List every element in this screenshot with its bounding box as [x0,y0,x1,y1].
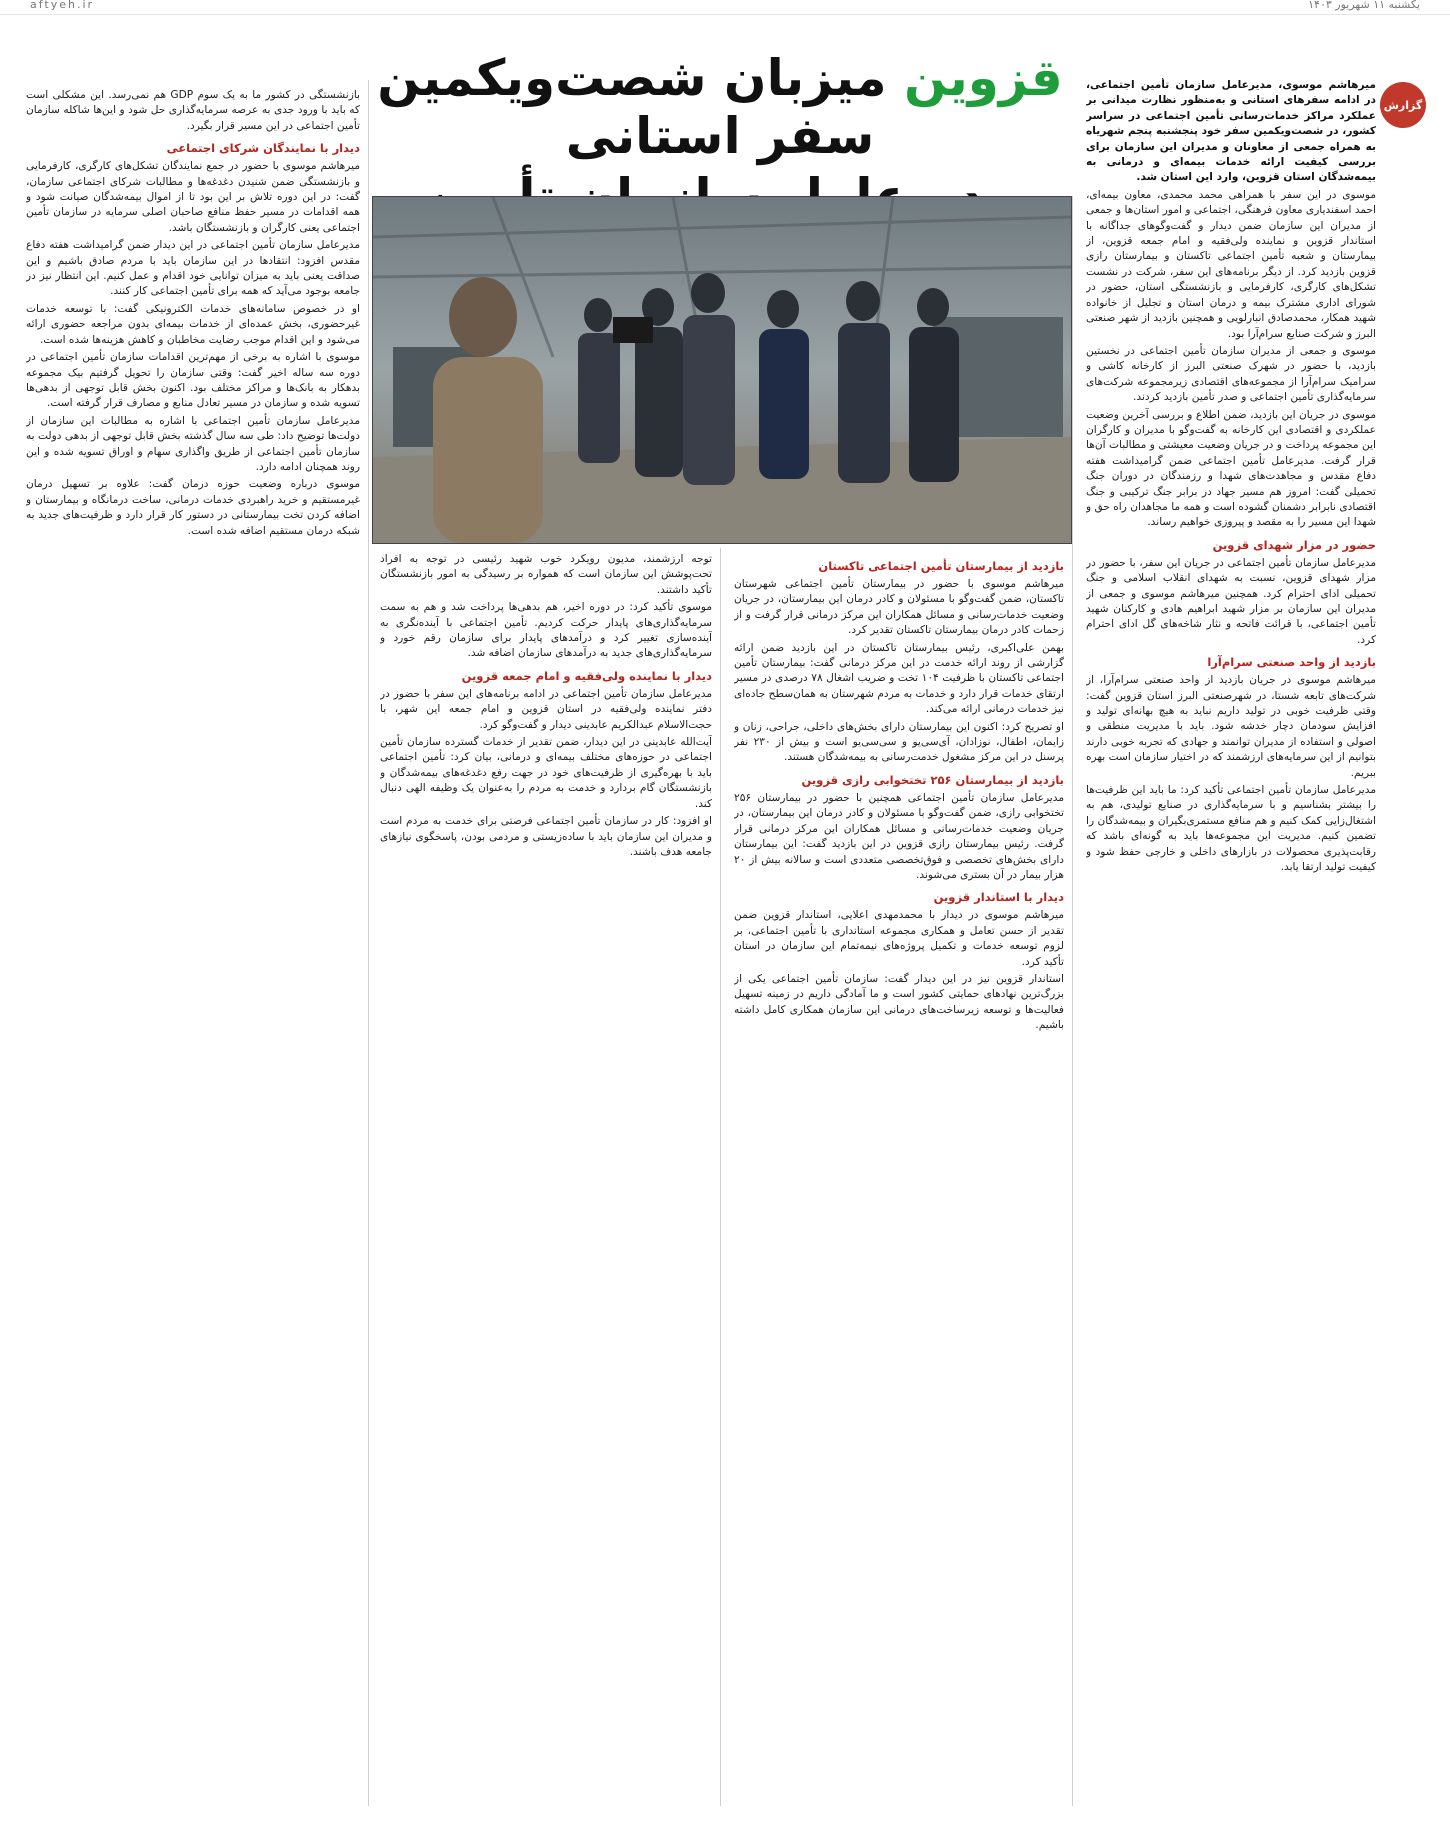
paragraph: موسوی در جریان این بازدید، ضمن اطلاع و بررسی آخرین وضعیت عملکردی و اقتصادی این کارخانه به گفت‌وگو با مدیران و کارگران این مجموعه پرداخت و در جریان وضعیت معیشتی و مطالبات آن‌ها قرار گرفت. مدیرعامل تأمین اجتماعی ضمن گرامیداشت هفته دفاع مقدس و مجاهدت‌های شهدا و رزمندگان در دوران جنگ تحمیلی گفت: امروز هم مسیر جهاد در برابر جنگ ترکیبی و جنگ اقتصادی نابرابر دشمنان گشوده است و همه ما مجاهدان راه حق و شهدا این مسیر را به مقصد و پیروزی خواهیم رساند. [1086,408,1376,529]
column-divider [1072,196,1073,1806]
paragraph: استاندار قزوین نیز در این دیدار گفت: سازمان تأمین اجتماعی یکی از بزرگ‌ترین نهادهای حمایتی کشور است و ما آمادگی داریم در زمینه تسهیل فعالیت‌ها و توسعه زیرساخت‌های درمانی این سازمان همکاری کامل داشته باشیم. [734,972,1064,1032]
paragraph: توجه ارزشمند، مدیون رویکرد خوب شهید رئیسی در توجه به افراد تحت‌پوشش این سازمان است که همواره بر رسیدگی به امور بازنشستگان تأکید داشتند. [380,553,712,596]
headline-line-1-rest: میزبان شصت‌ویکمین سفر استانی [377,49,887,165]
site-name: aftyeh.ir [30,0,95,11]
paragraph: او افزود: کار در سازمان تأمین اجتماعی فرصتی برای خدمت به مردم است و مدیران این سازمان باید با ساده‌زیستی و مردمی بودن، پاسخگوی نیازهای جامعه هدف باشند. [380,815,712,858]
news-photo [372,196,1072,544]
paragraph: بهمن علی‌اکبری، رئیس بیمارستان تاکستان در این بازدید ضمن ارائه گزارشی از روند ارائه خدمت در این مرکز درمانی گفت: بیمارستان تأمین اجتماعی تاکستان با ظرفیت ۱۰۴ تخت و ضریب اشغال ۷۸ درصدی در مسیر ارتقای خدمات قرار دارد و خدمات به مردم شهرستان به همان‌سطح جاده‌ای نیز خدمات درمانی ارائه می‌کند. [734,641,1064,716]
page-header-strip [0,0,1450,15]
paragraph: موسوی در این سفر با همراهی محمد محمدی، معاون بیمه‌ای، احمد اسفندیاری معاون فرهنگی، اجتماعی و امور استان‌ها و جمعی از مدیران این سازمان ضمن دیدار و گفت‌وگوهای جداگانه با استاندار قزوین و نماینده ولی‌فقیه و امام جمعه قزوین، از بیمارستان و شعبه تأمین اجتماعی تاکستان و بیمارستان رازی قزوین بازدید کرد. از دیگر برنامه‌های این سفر، شرکت در نشست تشکل‌های کارگری، کارفرمایی و بازنشستگی استان، حضور در شورای اداری مشترک بیمه و درمان استان و تجلیل از خانواده شهید همکار، محمدصادق انبارلویی و همچنین بازدید از شهر صنعتی البرز و شرکت صنایع سرام‌آرا بود. [1086,188,1376,340]
section-heading: بازدید از واحد صنعتی سرام‌آرا [1207,655,1376,670]
paragraph: آیت‌الله عابدینی در این دیدار، ضمن تقدیر از خدمات گسترده سازمان تأمین اجتماعی در حوزه‌های مختلف بیمه‌ای و درمانی، بیان کرد: تأمین اجتماعی باید با بهره‌گیری از ظرفیت‌های خود در جهت رفع دغدغه‌های بیمه‌شدگان و بازنشستگان گام بردارد و خدمت به مردم را به‌عنوان یک وظیفه الهی دنبال کند. [380,736,712,810]
section-heading: دیدار با نماینده ولی‌فقیه و امام جمعه قزوین [461,668,712,683]
headline-accent: قزوین [904,49,1063,107]
paragraph: موسوی و جمعی از مدیران سازمان تأمین اجتماعی در نخستین بازدید، با حضور در شهرک صنعتی البرز از کارخانه کاشی و سرامیک سرام‌آرا از مجموعه‌های اقتصادی زیرمجموعه شرکت‌های سرمایه‌گذاری تأمین اجتماعی و صدر تأمین بازدید کردند. [1086,344,1376,404]
column-divider [720,548,721,1806]
paragraph: میرهاشم موسوی در دیدار با محمدمهدی اعلایی، استاندار قزوین ضمن تقدیر از حسن تعامل و همکاری مجموعه استانداری با تأمین اجتماعی، بر لزوم توسعه خدمات و تکمیل پروژه‌های نیمه‌تمام این سازمان در استان تأکید کرد. [734,909,1064,968]
section-heading: دیدار با نمایندگان شرکای اجتماعی [166,141,360,156]
paragraph: میرهاشم موسوی در جریان بازدید از واحد صنعتی سرام‌آرا، از شرکت‌های تابعه شستا، در شهرصنعتی البرز استان قزوین گفت: وقتی ظرفیت خوبی در تولید داریم نباید به هیچ بهانه‌ای تولید و افزایش سودمان دچار خدشه شود. باید با مدیریت منطقی و اصولی و استفاده از مدیران توانمند و جهادی که تجربه خوبی دارند بتوانیم از این سرمایه‌های ارزشمند که در اختیار سازمان است بهره ببریم. [1086,674,1376,779]
paragraph: مدیرعامل سازمان تأمین اجتماعی در جریان این سفر، با حضور در مزار شهدای قزوین، نسبت به شهدای انقلاب اسلامی و جنگ تحمیلی ادای احترام کرد. همچنین میرهاشم موسوی و جمعی از مدیران این سازمان بر مزار شهید ابراهیم هادی و کارکنان شهید تأمین اجتماعی، با قرائت فاتحه و نثار شاخه‌های گل ادای احترام کرد. [1086,556,1376,646]
paragraph: موسوی تأکید کرد: در دوره اخیر، هم بدهی‌ها پرداخت شد و هم به سمت سرمایه‌گذاری‌های پایدار حرکت کردیم. تأمین اجتماعی با آینده‌نگری به آینده‌سازی تغییر کرد و درآمدهای پایدار برای سازمان رقم خورد و سرمایه‌گذاری‌های جدید به درآمدهای سازمان اضافه شد. [380,601,712,660]
article-lead: میرهاشم موسوی، مدیرعامل سازمان تأمین اجتماعی، در ادامه سفرهای استانی و به‌منظور نظارت میدانی بر عملکرد مراکز خدمات‌رسانی تأمین اجتماعی در سراسر کشور، در شصت‌ویکمین سفر خود پنجشنبه پنجم شهریاه به همراه جمعی از معاونان و مدیران این سازمان برای بررسی کیفیت ارائه خدمات بیمه‌ای و درمانی به بیمه‌شدگان استان قزوین، وارد این استان شد. [1086,79,1376,184]
paragraph: مدیرعامل سازمان تأمین اجتماعی تأکید کرد: ما باید این ظرفیت‌ها را بیشتر بشناسیم و با سرمایه‌گذاری در صنایع تولیدی، هم به اشتغال‌زایی کمک کنیم و هم منافع مستمری‌بگیران و بیمه‌شدگان را تضمین کنیم. مدیریت این مجموعه‌ها باید به گونه‌ای باشد که رقابت‌پذیری محصولات در بازارهای داخلی و خارجی حفظ شود و کیفیت تولید ارتقا یابد. [1086,784,1376,874]
paragraph: مدیرعامل سازمان تأمین اجتماعی با اشاره به مطالبات این سازمان از دولت‌ها توضیح داد: طی سه سال گذشته بخش قابل توجهی از بدهی دولت به سازمان تأمین اجتماعی از طریق واگذاری سهام و اوراق تسویه شده و این روند همچنان ادامه دارد. [26,414,360,473]
article-column-4 [26,88,360,1808]
paragraph: بازنشستگی در کشور ما به یک سوم GDP هم نمی‌رسد. این مشکلی است که باید با ورود جدی به عرصه سرمایه‌گذاری حل شود و این‌ها شاکله سازمان تأمین اجتماعی در این مسیر قرار بگیرد. [26,89,360,132]
paragraph: مدیرعامل سازمان تأمین اجتماعی در این دیدار ضمن گرامیداشت هفته دفاع مقدس افزود: انتقادها در این سازمان باید با مردم صادق باشیم و این صداقت یعنی باید به میزان توانایی خود اقدام و عمل کنیم. این انتظار نیز در جامعه بوجود می‌آید که همه برای تأمین اجتماعی کار کنند. [26,239,360,298]
news-photo-icon [373,197,1071,543]
paragraph: مدیرعامل سازمان تأمین اجتماعی همچنین با حضور در بیمارستان ۲۵۶ تختخوابی رازی، ضمن گفت‌وگو با مسئولان و کادر درمان این بیمارستان، در جریان وضعیت خدمات‌رسانی و مسائل همکاران این مرکز درمانی قرار گرفت. رئیس بیمارستان رازی قزوین در این بازدید گفت: این بیمارستان دارای بخش‌های تخصصی و فوق‌تخصصی متعددی است و سالانه بیش از ۲۰ هزار بیمار در آن بستری می‌شوند. [734,791,1064,881]
paragraph: مدیرعامل سازمان تأمین اجتماعی در ادامه برنامه‌های این سفر با حضور در دفتر نماینده ولی‌فقیه در استان قزوین و امام جمعه این شهر، با حجت‌الاسلام عبدالکریم عابدینی دیدار و گفت‌وگو کرد. [380,687,712,731]
article-column-2 [734,552,1064,1808]
section-heading: بازدید از بیمارستان تأمین اجتماعی تاکستان [818,559,1064,573]
report-badge: گزارش [1380,82,1426,128]
article-column-1 [1086,78,1376,1808]
column-divider [368,80,369,1806]
article-column-3 [380,552,712,1808]
paragraph: او در خصوص سامانه‌های خدمات الکترونیکی گفت: با توسعه خدمات غیرحضوری، بخش عمده‌ای از خدمات بیمه‌ای بدون مراجعه حضوری ارائه می‌شود و این اقدام موجب رضایت مخاطبان و کاهش هزینه‌ها شده است. [26,302,360,346]
paragraph: میرهاشم موسوی با حضور در جمع نمایندگان تشکل‌های کارگری، کارفرمایی و بازنشستگی ضمن شنیدن دغدغه‌ها و مطالبات شرکای اجتماعی سازمان، گفت: در این دوره تلاش بر این بود تا از اموال بیمه‌شدگان صیانت شود و همه اقدامات در مسیر حفظ منافع صاحبان اصلی سرمایه در سازمان تأمین اجتماعی یعنی کارگران و بازنشستگان باشد. [26,160,360,234]
paragraph: موسوی درباره وضعیت حوزه درمان گفت: علاوه بر تسهیل درمان غیرمستقیم و خرید راهبردی خدمات درمانی، ساخت درمانگاه و بیمارستان و اضافه کردن تخت بیمارستانی در دستور کار قرار دارد و ظرفیت‌های جدید به شبکه درمان مستقیم اضافه شده است. [26,478,360,537]
section-heading: دیدار با استاندار قزوین [933,890,1064,905]
paragraph: او تصریح کرد: اکنون این بیمارستان دارای بخش‌های داخلی، جراحی، زنان و زایمان، اطفال، نوزادان، آی‌سی‌یو و سی‌سی‌یو است و بیش از ۲۳۰ نفر پرسنل در این مرکز مشغول خدمت‌رسانی به بیمه‌شدگان هستند. [734,720,1064,764]
section-heading: بازدید از بیمارستان ۲۵۶ تختخوابی رازی قزوین [801,772,1064,787]
paragraph: میرهاشم موسوی با حضور در بیمارستان تأمین اجتماعی شهرستان تاکستان، ضمن گفت‌وگو با مسئولان و کادر درمان این بیمارستان، در جریان وضعیت خدمات‌رسانی و مسائل همکاران این مرکز درمانی قرار گرفت و از زحمات کادر درمان بیمارستان تاکستان تقدیر کرد. [734,578,1064,637]
issue-date: یکشنبه ۱۱ شهریور ۱۴۰۳ [1308,0,1420,11]
paragraph: موسوی با اشاره به برخی از مهم‌ترین اقدامات سازمان تأمین اجتماعی در دوره سه ساله اخیر گفت: وقتی سازمان را تحویل گرفتیم بیک مجموعه بدهکار به بانک‌ها و مراکز مختلف بود. اکنون بخش قابل توجهی از بدهی‌ها تسویه شده و سازمان در مسیر تعادل منابع و مصارف قرار گرفته است. [26,351,360,410]
section-heading: حضور در مزار شهدای قزوین [1212,537,1376,552]
headline-line-1 [370,50,1070,165]
